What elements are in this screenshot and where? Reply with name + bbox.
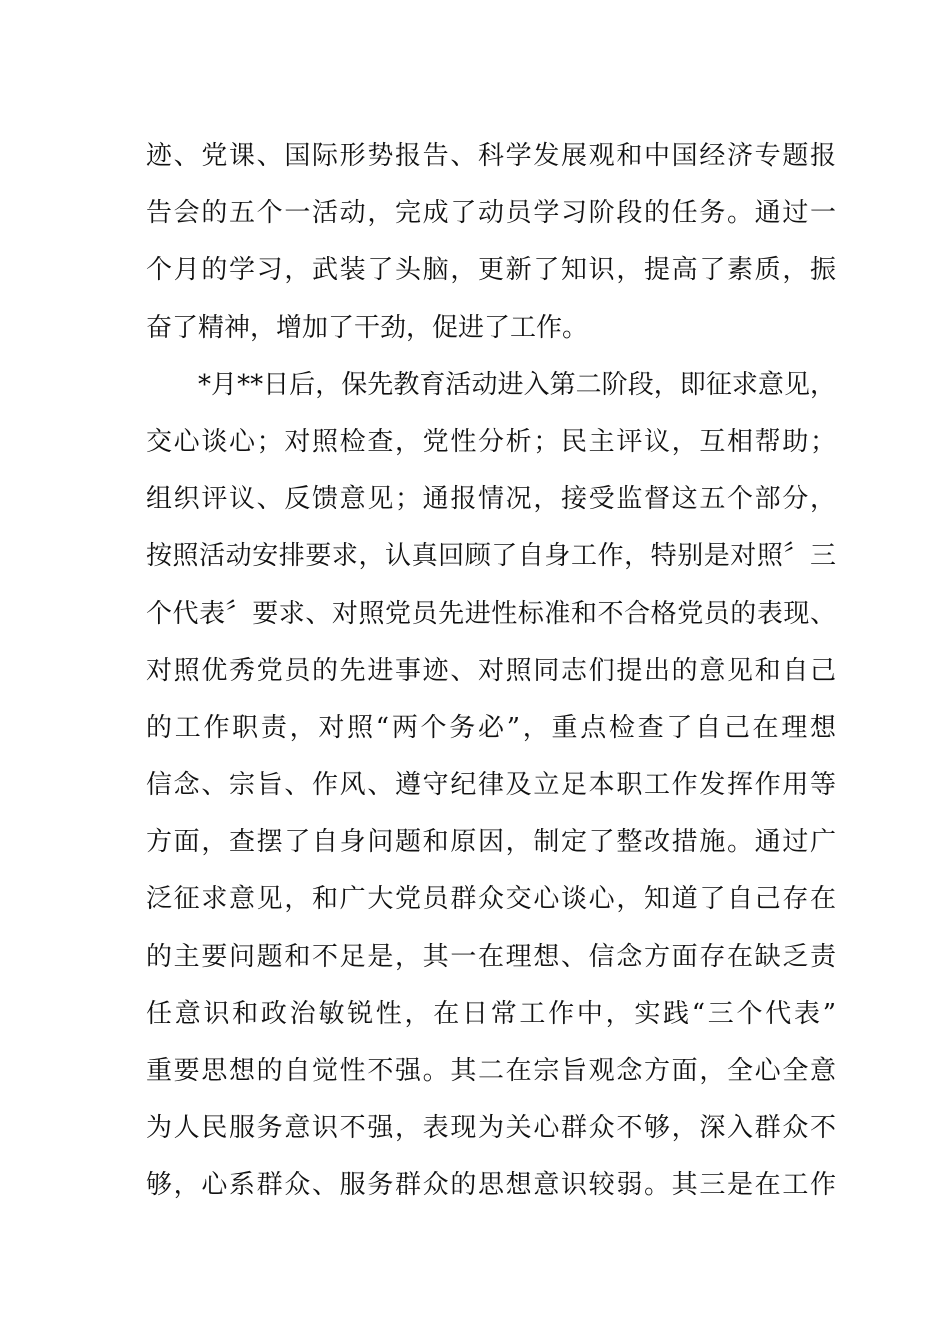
text-line: 个月的学习，武装了头脑，更新了知识，提高了素质，振 [146,255,836,286]
text-line: 奋了精神，增加了干劲，促进了工作。 [146,312,589,343]
text-line: 的主要问题和不足是，其一在理想、信念方面存在缺乏责 [146,941,836,972]
text-line: 按照活动安排要求，认真回顾了自身工作，特别是对照〞三 [146,541,836,572]
document-body [146,128,836,1215]
text-line: 组织评议、反馈意见；通报情况，接受监督这五个部分， [146,484,836,515]
text-line: *月**日后，保先教育活动进入第二阶段，即征求意见， [198,369,836,400]
text-line: 告会的五个一活动，完成了动员学习阶段的任务。通过一 [146,198,836,229]
text-line: 泛征求意见，和广大党员群众交心谈心，知道了自己存在 [146,884,836,915]
text-line: 个代表〞要求、对照党员先进性标准和不合格党员的表现、 [146,598,836,629]
text-line: 迹、党课、国际形势报告、科学发展观和中国经济专题报 [146,141,836,171]
text-line: 为人民服务意识不强，表现为关心群众不够，深入群众不 [146,1113,836,1144]
text-line: 方面，查摆了自身问题和原因，制定了整改措施。通过广 [146,827,836,858]
text-line: 的工作职责，对照“两个务必”，重点检查了自己在理想 [146,712,836,743]
text-line: 交心谈心；对照检查，党性分析；民主评议，互相帮助； [146,426,836,457]
text-line: 对照优秀党员的先进事迹、对照同志们提出的意见和自己 [146,655,836,686]
text-line: 任意识和政治敏锐性，在日常工作中，实践“三个代表” [146,998,836,1029]
text-line: 信念、宗旨、作风、遵守纪律及立足本职工作发挥作用等 [146,770,836,801]
text-line: 重要思想的自觉性不强。其二在宗旨观念方面，全心全意 [146,1056,836,1086]
text-line: 够，心系群众、服务群众的思想意识较弱。其三是在工作 [146,1170,836,1201]
